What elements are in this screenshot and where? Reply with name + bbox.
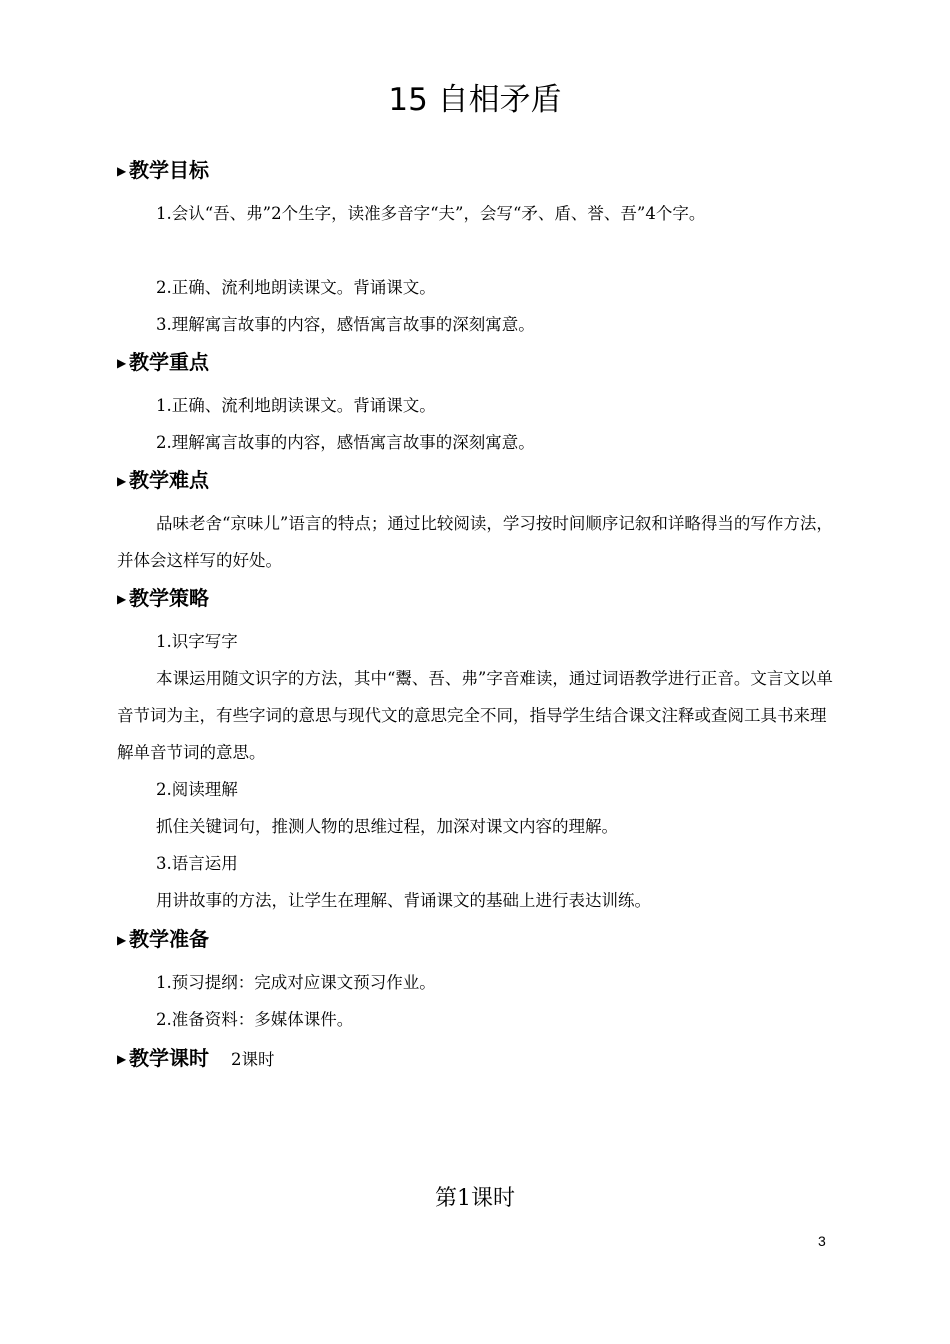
section-marker-icon: ▶ xyxy=(117,1052,127,1066)
section-heading-preparation-label: 教学准备 xyxy=(129,927,209,951)
section-heading-key-points-label: 教学重点 xyxy=(129,350,209,374)
section-heading-goals-label: 教学目标 xyxy=(129,158,209,182)
section-heading-strategies xyxy=(117,584,209,613)
section-heading-periods-label: 教学课时 xyxy=(129,1046,209,1070)
section-heading-key-points xyxy=(117,348,209,377)
strategy-text-language: 用讲故事的方法，让学生在理解、背诵课文的基础上进行表达训练。 xyxy=(156,891,651,910)
section-marker-icon: ▶ xyxy=(117,592,127,606)
section-heading-difficulties-label: 教学难点 xyxy=(129,468,209,492)
section-marker-icon: ▶ xyxy=(117,933,127,947)
section-marker-icon: ▶ xyxy=(117,164,127,178)
section-heading-periods xyxy=(117,1044,275,1074)
section-heading-preparation xyxy=(117,925,209,954)
preparation-item-2: 2.准备资料：多媒体课件。 xyxy=(156,1010,354,1029)
section-marker-icon: ▶ xyxy=(117,356,127,370)
strategy-text-literacy: 本课运用随文识字的方法，其中“鬻、吾、弗”字音难读，通过词语教学进行正音。文言文以单音节词为主，有些字词的意思与现代文的意思完全不同，指导学生结合课文注释或查阅工具书来理解单音节词的意思。 xyxy=(117,669,833,762)
strategy-subheading-language: 3.语言运用 xyxy=(156,854,238,873)
page-title: 15 自相矛盾 xyxy=(388,82,562,118)
key-point-item-1: 1.正确、流利地朗读课文。背诵课文。 xyxy=(156,396,436,415)
goal-item-3: 3.理解寓言故事的内容，感悟寓言故事的深刻寓意。 xyxy=(156,315,535,334)
key-point-item-2: 2.理解寓言故事的内容，感悟寓言故事的深刻寓意。 xyxy=(156,433,535,452)
goal-item-1: 1.会认“吾、弗”2个生字，读准多音字“夫”，会写“矛、盾、誉、吾”4个字。 xyxy=(156,204,706,223)
section-marker-icon: ▶ xyxy=(117,474,127,488)
difficulty-item-1: 品味老舍“京味儿”语言的特点；通过比较阅读，学习按时间顺序记叙和详略得当的写作方法，并体会这样写的好处。 xyxy=(117,514,833,570)
strategy-text-reading: 抓住关键词句，推测人物的思维过程，加深对课文内容的理解。 xyxy=(156,817,618,836)
goal-item-2: 2.正确、流利地朗读课文。背诵课文。 xyxy=(156,278,436,297)
section-heading-goals xyxy=(117,156,209,185)
lesson-heading: 第1课时 xyxy=(435,1186,515,1211)
preparation-item-1: 1.预习提纲：完成对应课文预习作业。 xyxy=(156,973,436,992)
strategy-subheading-reading: 2.阅读理解 xyxy=(156,780,238,799)
periods-value: 2课时 xyxy=(231,1050,275,1069)
section-heading-difficulties xyxy=(117,466,209,495)
page-number: 3 xyxy=(818,1233,826,1249)
section-heading-strategies-label: 教学策略 xyxy=(129,586,209,610)
strategy-subheading-literacy: 1.识字写字 xyxy=(156,632,238,651)
